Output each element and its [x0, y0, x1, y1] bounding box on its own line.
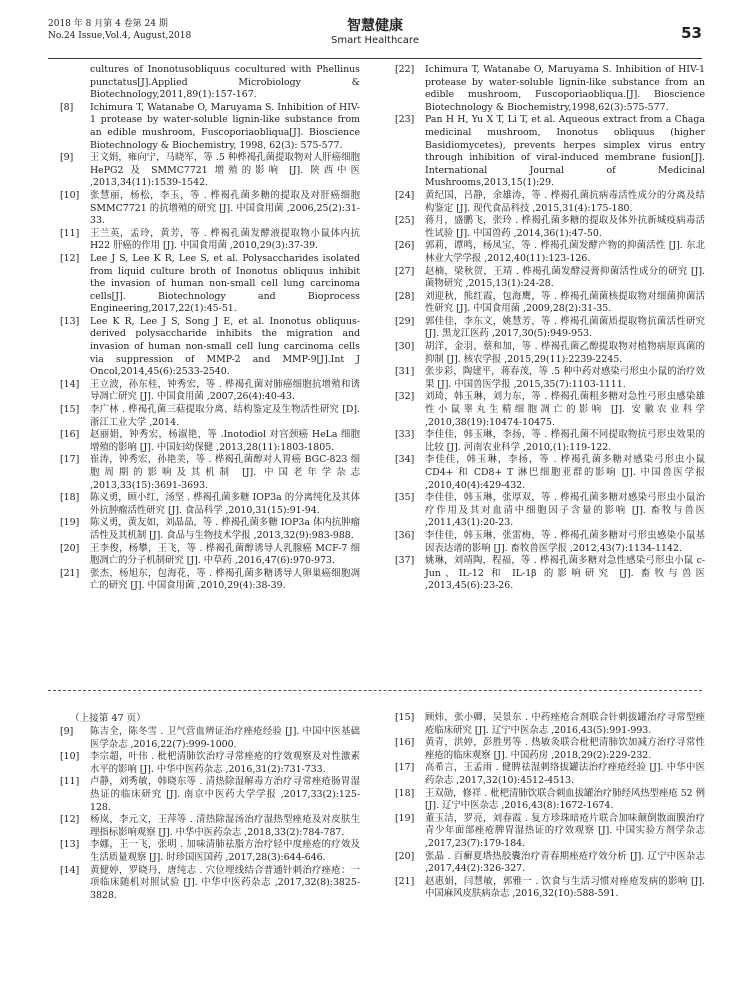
reference-number: [25]	[395, 215, 415, 227]
reference-text: 李佳佳，韩玉琳，李扬，等 . 桦褐孔菌不同提取物抗弓形虫效果的比较 [J]. 河南农业科学 ,2010,(1):119-122.	[425, 429, 705, 453]
reference-item	[60, 517, 360, 542]
reference-item	[60, 814, 360, 839]
reference-number: [15]	[395, 712, 415, 723]
reference-text: 王兰英，孟玲，黄芳，等 . 桦褐孔菌发酵液提取物小鼠体内抗 H22 肝癌的作用 [J]. 中国食用菌 ,2010,29(3):37-39.	[90, 227, 360, 252]
reference-text: 李娜，王一飞，张明 . 加味清肺祛脂方治疗轻中度痤疮的疗效及生活质量观察 [J]. 时珍国医国药 ,2017,28(3):644-646.	[90, 839, 360, 863]
reference-text: 蒋月，盛鹏飞，张玲 . 桦褐孔菌多糖的提取及体外抗新城疫病毒活性试验 [J]. 中国兽药 ,2014,36(1):47-50.	[425, 215, 705, 239]
reference-item	[395, 215, 705, 240]
reference-item	[60, 64, 360, 102]
reference-item	[60, 776, 360, 814]
reference-item	[60, 190, 360, 228]
reference-text: 王李俊，杨攀，王飞，等 . 桦褐孔菌醇诱导人乳腺癌 MCF-7 细胞凋亡的分子机制研究 [J]. 中草药 ,2016,47(6):970-973.	[90, 542, 360, 567]
reference-item	[60, 839, 360, 864]
reference-item	[60, 379, 360, 404]
reference-item	[60, 543, 360, 568]
reference-number: [22]	[395, 64, 415, 75]
reference-item	[60, 429, 360, 454]
reference-item	[395, 240, 705, 265]
reference-item	[395, 737, 705, 762]
reference-text: 王立波，孙东桂，钟秀宏，等 . 桦褐孔菌对肺癌细胞抗增殖和诱导凋亡研究 [J]. 中国食用菌 ,2007,26(4):40-43.	[90, 378, 360, 403]
reference-item	[60, 228, 360, 253]
reference-number: [13]	[60, 839, 80, 851]
reference-text: Pan H H, Yu X T, Li T, et al. Aqueous extract from a Chaga medicinal mushroom, Inonotus obliquus (higher Basidiomycetes), prevents herpes simplex virus entry through inhibition of viral-induced membrane fusion[J]. International Journal of Medicinal Mushrooms,2013,15(1):29.	[425, 114, 705, 189]
reference-number: [23]	[395, 114, 415, 126]
references-bottom-right	[395, 712, 705, 901]
reference-item	[395, 454, 705, 492]
reference-number: [19]	[395, 812, 415, 824]
reference-item	[395, 391, 705, 429]
reference-item	[60, 454, 360, 492]
references-top-left	[60, 64, 360, 593]
reference-item	[60, 751, 360, 776]
reference-text: 王文娟，雍向宁，马晓军，等 .5 种桦褐孔菌提取物对人肝癌细胞 HePG2 及 SMMC7721 增殖的影响 [J]. 陕西中医 ,2013,34(11):1539-1542.	[90, 152, 360, 189]
reference-item	[395, 712, 705, 737]
reference-text: 卢静，刘秀敏，韩晓东等 . 清热除湿解毒方治疗寻常痤疮肠胃湿热证的临床研究 [J]. 南京中医药大学学报 ,2017,33(2):125-128.	[90, 776, 360, 813]
reference-text: 黄健婷，罗晓丹，唐纯志 . 穴位埋线结合普通针刺治疗痤疮：一项临床随机对照试验 [J]. 中华中医药杂志 ,2017,32(8):3825-3828.	[90, 864, 360, 901]
reference-number: [11]	[60, 227, 80, 239]
reference-number: [12]	[60, 252, 80, 264]
continued-label: （上接第 47 页）	[70, 713, 146, 724]
reference-item	[395, 555, 705, 593]
reference-text: 陈义勇，黄友如，刘晶晶，等 . 桦褐孔菌多糖 IOP3a 体内抗肿瘤活性及其机制 [J]. 食品与生物技术学报 ,2013,32(9):983-988.	[90, 517, 360, 541]
page-header	[48, 18, 702, 56]
reference-number: [12]	[60, 814, 80, 826]
reference-number: [29]	[395, 315, 415, 327]
reference-text: Lee K R, Lee J S, Song J E, et al. Inonotus obliquus-derived polysaccharide inhibits the migration and invasion of human non-small cell lung carcinoma cells via suppression of MMP-2 and MMP-9[J].Int J Oncol,2014,45(6):2533-2540.	[90, 315, 360, 378]
reference-text: 张步彩，陶建平，蒋春茂，等 .5 种中药对感染弓形虫小鼠的治疗效果 [J]. 中国兽医学报 ,2015,35(7):1103-1111.	[425, 366, 705, 390]
reference-item	[395, 788, 705, 813]
reference-item	[60, 152, 360, 190]
reference-item	[60, 316, 360, 379]
reference-number: [24]	[395, 189, 415, 201]
reference-item	[395, 530, 705, 555]
reference-number: [10]	[60, 751, 80, 763]
reference-number: [9]	[60, 152, 74, 164]
reference-number: [30]	[395, 341, 415, 353]
reference-text: 郭佳佳，李东文，姚慧芳，等 . 桦褐孔菌菌质提取物抗菌活性研究 [J]. 黑龙江医药 ,2017,30(5):949-953.	[425, 315, 705, 340]
section-divider	[48, 690, 702, 691]
reference-number: [13]	[60, 315, 80, 327]
reference-number: [27]	[395, 265, 415, 277]
page-number: 53	[681, 24, 702, 42]
reference-text: 李佳佳，韩玉琳，张厚双，等 . 桦褐孔菌多糖对感染弓形虫小鼠治疗作用及其对血清中细胞因子含量的影响 [J]. 畜牧与兽医 ,2011,43(1):20-23.	[425, 492, 705, 529]
reference-number: [16]	[395, 737, 415, 749]
reference-item	[60, 726, 360, 751]
reference-text: 王双勋，修祥 . 枇杷清肺饮联合刺血拔罐治疗肺经风热型痤疮 52 例 [J]. 辽宁中医杂志 ,2016,43(8):1672-1674.	[425, 787, 705, 812]
reference-number: [37]	[395, 555, 415, 567]
reference-text: 崔涛，钟秀宏，孙艳美，等 . 桦褐孔菌醇对人胃癌 BGC-823 细胞周期的影响及其机制 [J]. 中国老年学杂志 ,2013,33(15):3691-3693.	[90, 454, 360, 491]
reference-text: 李广林 . 桦褐孔菌三萜提取分离、结构鉴定及生物活性研究 [D]. 浙江工业大学 ,2014.	[90, 404, 360, 428]
reference-number: [14]	[60, 864, 80, 876]
reference-number: [21]	[60, 567, 80, 579]
reference-item	[60, 404, 360, 429]
reference-item	[395, 876, 705, 901]
reference-text: 李宗超，叶伟 . 枇杷清肺饮治疗寻常痤疮的疗效观察及对性激素水平的影响 [J]. 中华中医药杂志 ,2016,31(2):731-733.	[90, 751, 360, 775]
reference-text: 张杰，杨旭东，包海花，等 . 桦褐孔菌多糖诱导人卵巢癌细胞凋亡的研究 [J]. 中国食用菌 ,2010,29(4):38-39.	[90, 567, 360, 592]
reference-number: [18]	[395, 787, 415, 799]
reference-item	[60, 253, 360, 316]
reference-item	[60, 568, 360, 593]
references-bottom-left-wrap	[60, 712, 360, 902]
reference-item	[395, 316, 705, 341]
reference-text: 陈义勇，顾小红，汤坚 . 桦褐孔菌多糖 IOP3a 的分离纯化及其体外抗肿瘤活性研究 [J]. 食品科学 ,2010,31(15):91-94.	[90, 492, 360, 516]
journal-title	[48, 18, 702, 47]
reference-item	[60, 492, 360, 517]
reference-item	[395, 492, 705, 530]
reference-text: 黄纪国，吕静，余雄涛，等 . 桦褐孔菌抗病毒活性成分的分离及结构鉴定 [J]. 现代食品科技 ,2015,31(4):175-180.	[425, 189, 705, 214]
reference-item	[395, 762, 705, 787]
reference-number: [17]	[395, 762, 415, 774]
reference-text: 刘迎秋，熊红霞，包海鹰，等 . 桦褐孔菌菌核提取物对细菌抑菌活性研究 [J]. 中国食用菌 ,2009,28(2):31-35.	[425, 290, 705, 315]
reference-text: 李佳佳，韩玉琳，张雷梅，等 . 桦褐孔菌多糖对弓形虫感染小鼠基因表达谱的影响 [J]. 畜牧兽医学报 ,2012,43(7):1134-1142.	[425, 529, 705, 554]
reference-number: [21]	[395, 875, 415, 887]
reference-text: Lee J S, Lee K R, Lee S, et al. Polysaccharides isolated from liquid culture broth of Inonotus obliquus inhibit the invasion of human non-small cell lung carcinoma cells[J]. Biotechnology and Bioprocess Engineering,2017,22(1):45-51.	[90, 252, 360, 315]
reference-item	[395, 190, 705, 215]
reference-number: [8]	[60, 101, 74, 113]
reference-number: [15]	[60, 404, 80, 416]
reference-item	[395, 366, 705, 391]
reference-number: [31]	[395, 366, 415, 378]
reference-item	[60, 102, 360, 152]
references-top-right	[395, 64, 705, 593]
journal-title-en: Smart Healthcare	[331, 35, 419, 46]
reference-text: 李佳佳，韩玉琳，李扬，等 . 桦褐孔菌多糖对感染弓形虫小鼠 CD4+ 和 CD8+ T 淋巴细胞亚群的影响 [J]. 中国兽医学报 ,2010,40(4):429-432.	[425, 454, 705, 491]
reference-text: 张晶 . 百癣夏塔热胶囊治疗青春期痤疮疗效分析 [J]. 辽宁中医杂志 ,2017,44(2):326-327.	[425, 850, 705, 875]
reference-text: 赵楠，梁秋贺，王靖 . 桦褐孔菌发酵浸膏抑菌活性成分的研究 [J]. 菌物研究 ,2015,13(1):24-28.	[425, 265, 705, 290]
reference-item	[395, 291, 705, 316]
reference-number: [33]	[395, 429, 415, 441]
reference-text: 胡洋，金羽，蔡和加，等 . 桦褐孔菌乙醇提取物对植物病原真菌的抑制 [J]. 核农学报 ,2015,29(11):2239-2245.	[425, 341, 705, 365]
issue-cn: 2018 年 8 月第 4 卷第 24 期	[48, 19, 168, 29]
reference-number: [10]	[60, 189, 80, 201]
reference-text: 高希言，王孟雨 . 健脾祛湿刺络拔罐法治疗痤疮经验 [J]. 中华中医药杂志 ,2017,32(10):4512-4513.	[425, 762, 705, 786]
reference-number: [28]	[395, 290, 415, 302]
reference-number: [36]	[395, 529, 415, 541]
reference-text: 赵丽娟，钟秀宏，杨淑艳，等 .Inotodiol 对宫颈癌 HeLa 细胞增殖的影响 [J]. 中国妇幼保健 ,2013,28(11):1803-1805.	[90, 429, 360, 453]
reference-text: cultures of Inonotusobliquus cocultured with Phellinus punctatus[J].Applied Microbiology & Biotechnology,2011,89(1):157-167.	[90, 64, 360, 101]
reference-item	[395, 266, 705, 291]
reference-item	[60, 865, 360, 903]
reference-text: 董玉洁，罗亮，刘春霞 . 复方珍珠暗疮片联合加味颠倒散面膜治疗青少年面部痤疮脾胃湿热证的疗效观察 [J]. 中国实验方剂学杂志 ,2017,23(7):179-184.	[425, 812, 705, 849]
reference-number: [35]	[395, 492, 415, 504]
reference-text: 张慧丽，杨松，李玉，等 . 桦褐孔菌多糖的提取及对肝癌细胞 SMMC7721 的抗增殖的研究 [J]. 中国食用菌 ,2006,25(2):31-33.	[90, 189, 360, 227]
references-bottom-left	[60, 726, 360, 902]
reference-text: 杨岚，李元文，王萍等 . 清热除湿汤治疗湿热型痤疮及对皮肤生理指标影响观察 [J]. 中华中医药杂志 ,2018,33(2):784-787.	[90, 814, 360, 838]
reference-item	[395, 813, 705, 851]
reference-item	[395, 851, 705, 876]
reference-item	[395, 429, 705, 454]
reference-number: [20]	[395, 850, 415, 862]
reference-text: Ichimura T, Watanabe O, Maruyama S. Inhibition of HIV-1 protease by water-soluble lignin-like substance from an edible mushroom, Fuscoporiaobliqua.[J]. Bioscience Biotechnology & Biochemistry,1998,62(3):575-577.	[425, 64, 705, 113]
reference-number: [32]	[395, 391, 415, 403]
reference-text: 顾炜，张小卿，吴景东 . 中药痤疮合剂联合针刺拔罐治疗寻常型痤疮临床研究 [J]. 辽宁中医杂志 ,2016,43(5):991-993.	[425, 712, 705, 736]
header-rule	[48, 58, 702, 59]
reference-text: 赵惠娟，闫慧敏，郭雅一 . 饮食与生活习惯对痤疮发病的影响 [J]. 中国麻风皮肤病杂志 ,2016,32(10):588-591.	[425, 875, 705, 900]
reference-item	[395, 114, 705, 190]
reference-text: 陈吉全，陈冬雪 . 卫气营血辨证治疗痤疮经验 [J]. 中国中医基础医学杂志 ,2016,22(7):999-1000.	[90, 726, 360, 750]
issue-en: No.24 Issue,Vol.4, August,2018	[48, 31, 192, 41]
reference-text: 黄青，洪婷，彭胜男等 . 热敏灸联合枇杷清肺饮加减方治疗寻常性痤疮的临床观察 [J]. 中国药房 ,2018,29(2):229-232.	[425, 737, 705, 761]
reference-item	[395, 64, 705, 114]
reference-number: [11]	[60, 776, 80, 788]
reference-number: [18]	[60, 492, 80, 504]
reference-text: 刘琦，韩玉琳，刘力东，等 . 桦褐孔菌粗多糖对急性弓形虫感染雄性小鼠睾丸生精细胞凋亡的影响 [J]. 安徽农业科学 ,2010,38(19):10474-10475.	[425, 391, 705, 428]
reference-number: [34]	[395, 454, 415, 466]
reference-text: 郭莉，谭鸣，杨凤宝，等 . 桦褐孔菌发酵产物的抑菌活性 [J]. 东北林业大学学报 ,2012,40(11):123-126.	[425, 240, 705, 264]
reference-text: 姚琳，刘靖陶，程福，等 . 桦褐孔菌多糖对急性感染弓形虫小鼠 c-Jun、IL-12 和 IL-1β 的影响研究 [J]. 畜牧与兽医 ,2013,45(6):23-26.	[425, 555, 705, 592]
reference-item	[395, 341, 705, 366]
reference-number: [16]	[60, 429, 80, 441]
reference-number: [14]	[60, 378, 80, 390]
reference-number: [26]	[395, 240, 415, 252]
reference-number: [20]	[60, 542, 80, 554]
reference-number: [17]	[60, 454, 80, 466]
reference-number: [19]	[60, 517, 80, 529]
journal-title-cn: 智慧健康	[347, 18, 403, 34]
reference-number: [9]	[60, 726, 74, 737]
reference-text: Ichimura T, Watanabe O, Maruyama S. Inhibition of HIV-1 protease by water-soluble lignin-like substance from an edible mushroom, Fuscoporiaobliqua[J]. Bioscience Biotechnology & Biochemistry, 1998, 62(3): 575-577.	[90, 101, 360, 151]
